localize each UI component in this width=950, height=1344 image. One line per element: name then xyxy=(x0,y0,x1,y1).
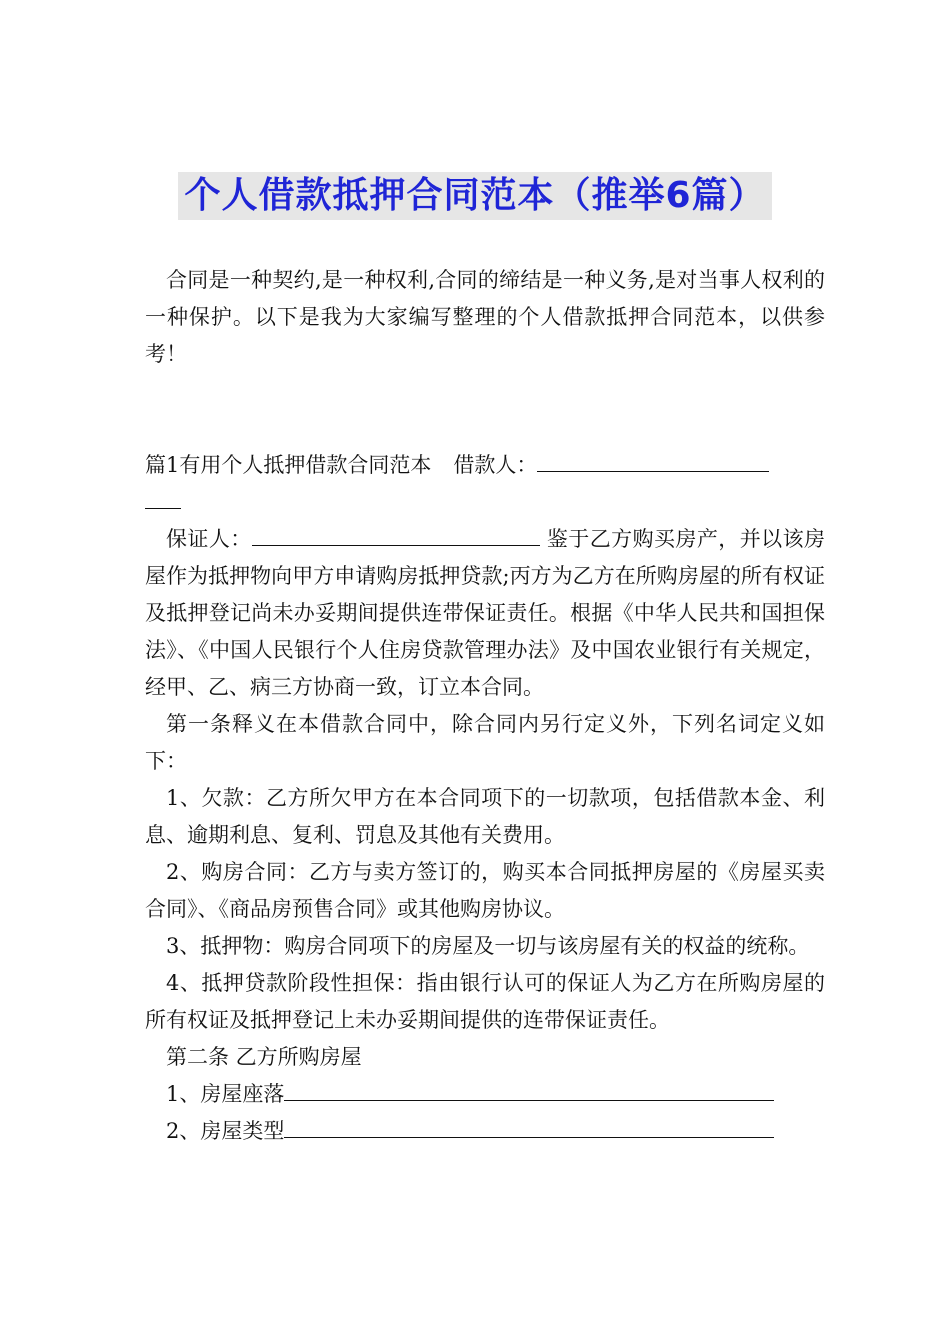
guarantor-label: 保证人： xyxy=(166,527,252,551)
document-body xyxy=(145,262,825,1150)
article1-paragraph: 第一条释义在本借款合同中，除合同内另行定义外，下列名词定义如下： xyxy=(145,712,825,773)
section1-heading-line xyxy=(145,447,825,521)
definition-4: 4、抵押贷款阶段性担保：指由银行认可的保证人为乙方在所购房屋的所有权证及抵押登记上未办妥期间提供的连带保证责任。 xyxy=(145,971,825,1032)
document-title: 个人借款抵押合同范本（推举6篇） xyxy=(178,172,771,220)
definition-1: 1、欠款：乙方所欠甲方在本合同项下的一切款项，包括借款本金、利息、逾期利息、复利、罚息及其他有关费用。 xyxy=(145,786,825,847)
house-type-line xyxy=(145,1113,825,1150)
article2-heading: 第二条 乙方所购房屋 xyxy=(166,1045,362,1069)
borrower-blank-continued xyxy=(145,484,181,509)
intro-paragraph: 合同是一种契约,是一种权利,合同的缔结是一种义务,是对当事人权利的一种保护。以下是我为大家编写整理的个人借款抵押合同范本，以供参考！ xyxy=(145,268,825,366)
section1-heading: 篇1有用个人抵押借款合同范本 xyxy=(145,453,432,477)
title-container xyxy=(0,172,950,220)
house-location-label: 1、房屋座落 xyxy=(166,1082,285,1106)
borrower-blank xyxy=(537,447,769,472)
house-type-blank xyxy=(284,1113,774,1138)
house-location-blank xyxy=(284,1076,774,1101)
borrower-label: 借款人： xyxy=(453,453,538,477)
definition-3: 3、抵押物：购房合同项下的房屋及一切与该房屋有关的权益的统称。 xyxy=(166,934,810,958)
guarantor-paragraph xyxy=(145,521,825,706)
house-location-line xyxy=(145,1076,825,1113)
paragraph-gap xyxy=(145,373,825,447)
house-type-label: 2、房屋类型 xyxy=(166,1119,285,1143)
guarantor-text: 鉴于乙方购买房产，并以该房屋作为抵押物向甲方申请购房抵押贷款;丙方为乙方在所购房屋的所有权证及抵押登记尚未办妥期间提供连带保证责任。根据《中华人民共和国担保法》、《中国人民银行个人住房贷款管理办法》及中国农业银行有关规定，经甲、乙、病三方协商一致，订立本合同。 xyxy=(145,527,826,699)
definition-2: 2、购房合同：乙方与卖方签订的，购买本合同抵押房屋的《房屋买卖合同》、《商品房预售合同》或其他购房协议。 xyxy=(145,860,825,921)
guarantor-blank xyxy=(252,521,540,546)
